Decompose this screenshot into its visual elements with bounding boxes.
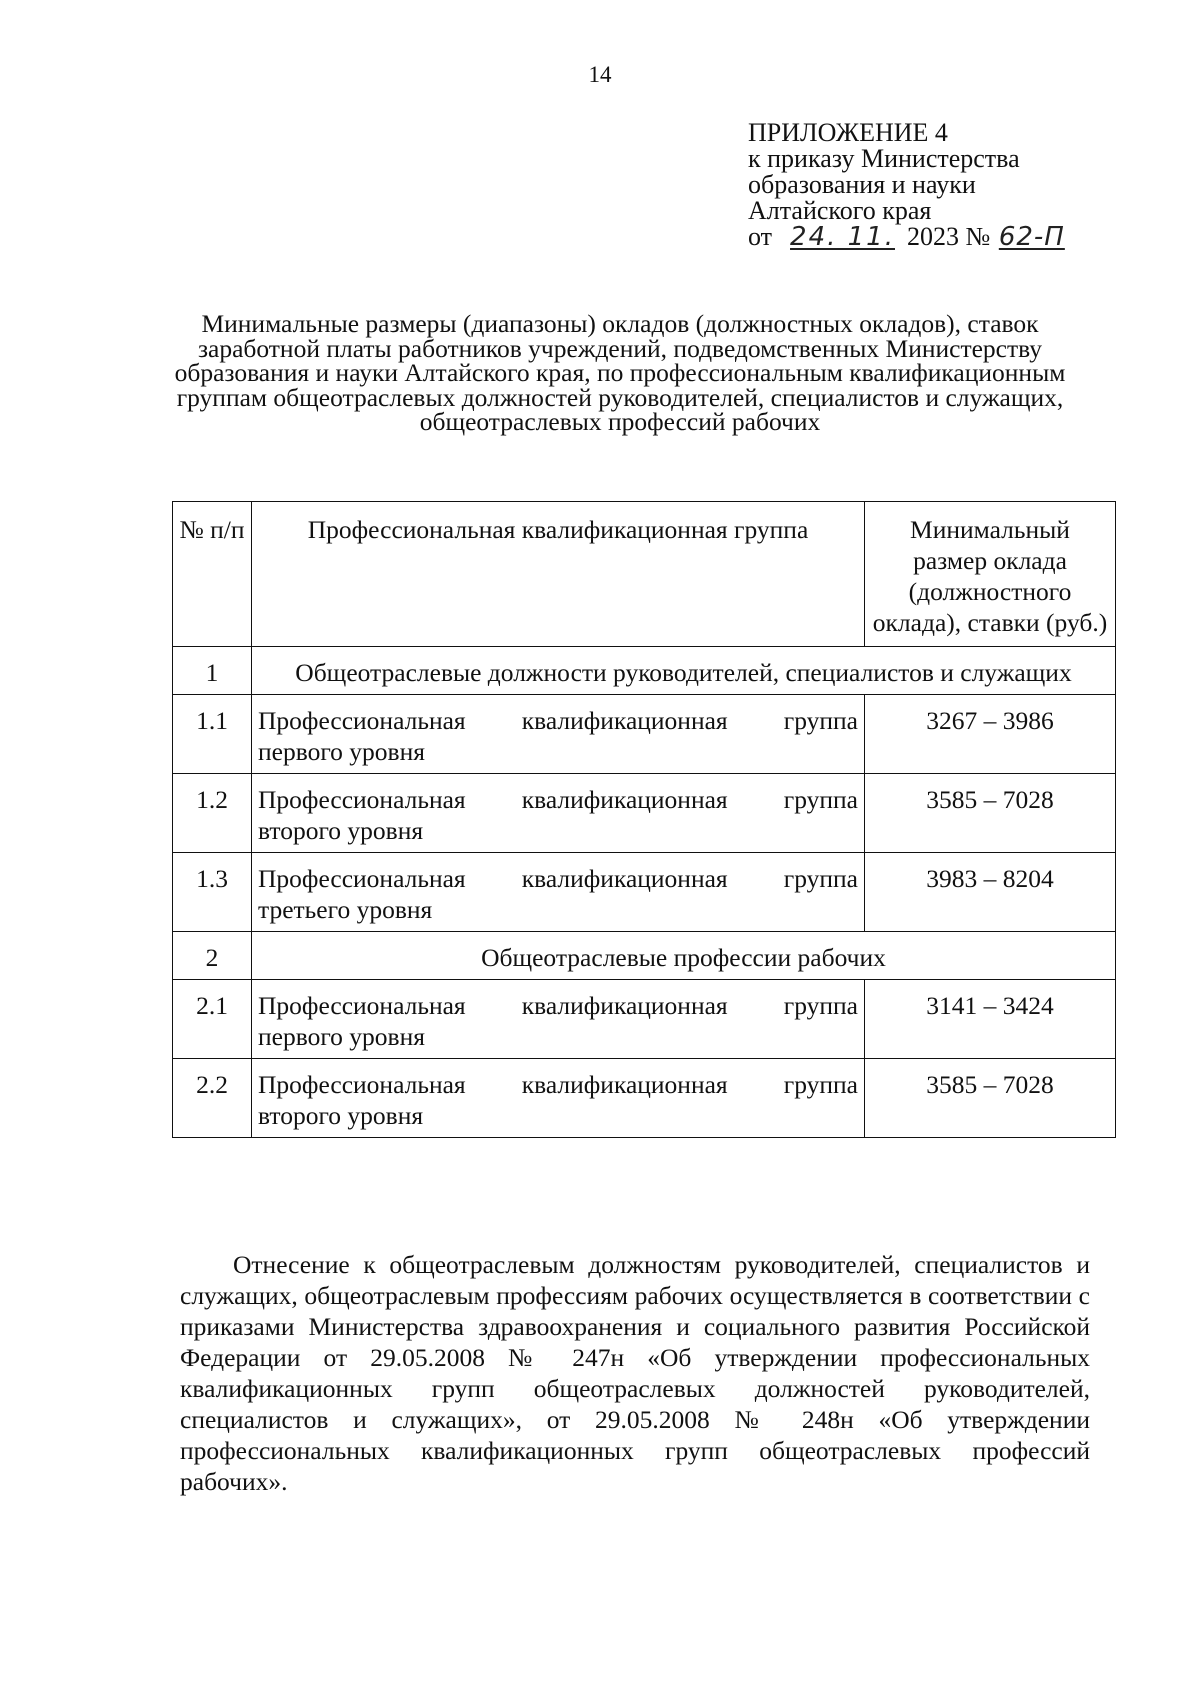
table-row	[173, 980, 1116, 1059]
row-number: 1.2	[173, 774, 252, 853]
appendix-block	[748, 120, 1067, 250]
row-number: 1.1	[173, 695, 252, 774]
group-word: группа	[783, 706, 858, 735]
section-title: Общеотраслевые должности руководителей, специалистов и служащих	[252, 647, 1116, 695]
closing-paragraph: Отнесение к общеотраслевым должностям руководителей, специалистов и служащих, общеотраслевым профессиям рабочих осуществляется в соответствии с приказами Министерства здравоохранения и социального развития Российской Федерации от 29.05.2008 № 247н «Об утверждении профессиональных квалификационных групп общеотраслевых должностей руководителей, специалистов и служащих», от 29.05.2008 № 248н «Об утверждении профессиональных квалификационных групп общеотраслевых профессий рабочих».	[180, 1250, 1090, 1496]
header-group: Профессиональная квалификационная группа	[252, 502, 865, 647]
group-level: первого уровня	[258, 737, 425, 766]
salary-range: 3267 – 3986	[865, 695, 1116, 774]
group-cell	[252, 853, 865, 932]
salary-range: 3983 – 8204	[865, 853, 1116, 932]
appendix-date-line	[748, 224, 1067, 250]
group-word: Профессиональная	[258, 1070, 466, 1099]
row-number: 1.3	[173, 853, 252, 932]
table-row	[173, 853, 1116, 932]
group-word: группа	[783, 991, 858, 1020]
salary-range: 3585 – 7028	[865, 1059, 1116, 1138]
salary-range: 3141 – 3424	[865, 980, 1116, 1059]
group-word: Профессиональная	[258, 785, 466, 814]
group-word: Профессиональная	[258, 991, 466, 1020]
group-word: Профессиональная	[258, 706, 466, 735]
group-word: группа	[783, 1070, 858, 1099]
handwritten-order-number: 62-П	[998, 222, 1065, 252]
document-heading: Минимальные размеры (диапазоны) окладов (должностных окладов), ставок заработной платы работников учреждений, подведомственных Министерству образования и науки Алтайского края, по профессиональным квалификационным группам общеотраслевых должностей руководителей, специалистов и служащих, общеотраслевых профессий рабочих	[174, 309, 1066, 436]
table-body	[173, 647, 1116, 1138]
appendix-line-1: к приказу Министерства	[748, 144, 1020, 173]
section-title: Общеотраслевые профессии рабочих	[252, 932, 1116, 980]
group-word: Профессиональная	[258, 864, 466, 893]
row-number: 2.1	[173, 980, 252, 1059]
page-number: 14	[588, 62, 612, 87]
group-level: третьего уровня	[258, 895, 433, 924]
table-row	[173, 774, 1116, 853]
salary-range: 3585 – 7028	[865, 774, 1116, 853]
group-level: второго уровня	[258, 1101, 424, 1130]
table-row	[173, 1059, 1116, 1138]
row-number: 1	[173, 647, 252, 695]
header-size: Минимальный размер оклада (должностного оклада), ставки (руб.)	[865, 502, 1116, 647]
row-number: 2	[173, 932, 252, 980]
group-word: квалификационная	[521, 1070, 728, 1099]
group-word: группа	[783, 785, 858, 814]
handwritten-date: 24. 11.	[790, 222, 895, 252]
group-cell	[252, 695, 865, 774]
group-cell	[252, 774, 865, 853]
appendix-title: ПРИЛОЖЕНИЕ 4	[748, 118, 948, 147]
order-year: 2023 №	[907, 222, 991, 251]
group-level: первого уровня	[258, 1022, 425, 1051]
group-word: квалификационная	[521, 864, 728, 893]
group-word: квалификационная	[521, 991, 728, 1020]
group-cell	[252, 1059, 865, 1138]
header-num: № п/п	[173, 502, 252, 647]
salary-table	[172, 501, 1116, 1138]
table-row	[173, 695, 1116, 774]
group-word: квалификационная	[521, 706, 728, 735]
table-row	[173, 647, 1116, 695]
table-row	[173, 932, 1116, 980]
group-level: второго уровня	[258, 816, 424, 845]
group-word: группа	[783, 864, 858, 893]
row-number: 2.2	[173, 1059, 252, 1138]
date-prefix: от	[748, 222, 773, 251]
group-cell	[252, 980, 865, 1059]
appendix-line-2: образования и науки	[748, 170, 976, 199]
table-header-row	[173, 502, 1116, 647]
appendix-line-3: Алтайского края	[748, 196, 932, 225]
group-word: квалификационная	[521, 785, 728, 814]
